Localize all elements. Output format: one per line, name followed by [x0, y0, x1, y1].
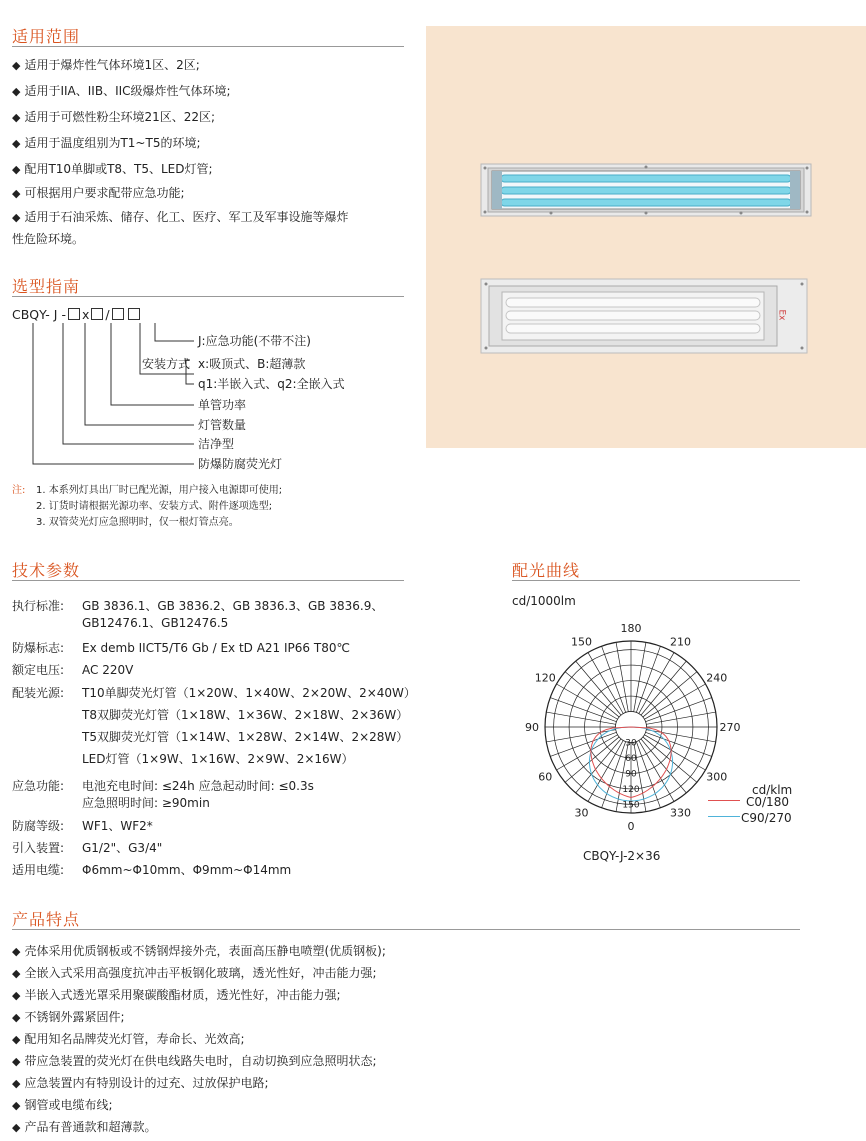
spec-value: T5双脚荧光灯管（1×14W、1×28W、2×14W、2×28W） [82, 730, 409, 744]
spec-label: 额定电压: [12, 663, 65, 677]
polar-angle-label: 60 [538, 770, 553, 784]
specs-title: 技术参数 [12, 561, 81, 580]
spec-value: LED灯管（1×9W、1×16W、2×9W、2×16W） [82, 752, 354, 766]
model-code: CBQY- J - x / [12, 307, 142, 323]
spec-label: 防腐等级: [12, 819, 65, 833]
polar-angle-label: 30 [574, 806, 589, 820]
spec-label: 引入装置: [12, 841, 65, 855]
spec-value: T8双脚荧光灯管（1×18W、1×36W、2×18W、2×36W） [82, 708, 409, 722]
scope-item: ◆ 适用于爆炸性气体环境1区、2区; [12, 58, 200, 72]
polar-spoke [646, 698, 712, 722]
feature-item: ◆ 不锈钢外露紧固件; [12, 1010, 125, 1024]
polar-spoke [636, 646, 660, 712]
feature-item: ◆ 带应急装置的荧光灯在供电线路失电时，自动切换到应急照明状态; [12, 1054, 377, 1068]
feature-item: ◆ 壳体采用优质钢板或不锈钢焊接外壳，表面高压静电喷塑(优质钢板); [12, 944, 386, 958]
scope-item: ◆ 可根据用户要求配带应急功能; [12, 186, 185, 200]
polar-angle-label: 120 [534, 671, 556, 685]
spec-value: WF1、WF2* [82, 819, 153, 833]
feature-item: ◆ 全嵌入式采用高强度抗冲击平板钢化玻璃，透光性好，冲击能力强; [12, 966, 377, 980]
legend-swatch-c90 [708, 816, 740, 817]
legend-label: C90/270 [741, 811, 792, 825]
polar-spoke [646, 730, 715, 742]
legend-swatch-c0 [708, 800, 740, 801]
polar-caption: CBQY-J-2×36 [583, 849, 661, 863]
scope-item: ◆ 适用于石油采炼、储存、化工、医疗、军工及军事设施等爆炸 [12, 210, 349, 224]
label-lamp: 防爆防腐荧光灯 [198, 457, 283, 471]
polar-spoke [550, 698, 616, 722]
spec-value: Ex demb IICT5/T6 Gb / Ex tD A21 IP66 T80℃ [82, 641, 350, 655]
feature-item: ◆ 半嵌入式透光罩采用聚碳酸酯材质，透光性好，冲击能力强; [12, 988, 341, 1002]
model-title: 选型指南 [12, 277, 81, 296]
polar-spoke [546, 730, 615, 742]
feature-item: ◆ 产品有普通款和超薄款。 [12, 1120, 157, 1134]
scope-item: ◆ 适用于IIA、IIB、IIC级爆炸性气体环境; [12, 84, 231, 98]
polar-spoke [646, 712, 715, 724]
fixture-illustration [426, 26, 866, 448]
scope-item-continuation: 性危险环境。 [12, 232, 85, 246]
label-power: 单管功率 [198, 398, 247, 412]
spec-value: 应急照明时间: ≥90min [82, 796, 210, 810]
specs-divider [12, 580, 404, 581]
label-clean: 洁净型 [198, 437, 235, 451]
polar-radial-label: 150 [622, 800, 640, 811]
scope-item: ◆ 适用于温度组别为T1~T5的环境; [12, 136, 201, 150]
spec-value: 电池充电时间: ≤24h 应急起动时间: ≤0.3s [82, 779, 314, 793]
spec-value: AC 220V [82, 663, 134, 677]
label-emergency: J:应急功能(不带不注) [198, 334, 311, 348]
polar-spoke [616, 642, 628, 711]
polar-angle-label: 90 [525, 721, 539, 734]
polar-radial-label: 90 [625, 769, 637, 780]
polar-angle-label: 150 [571, 635, 592, 649]
spec-label: 应急功能: [12, 779, 65, 793]
spec-value: Φ6mm~Φ10mm、Φ9mm~Φ14mm [82, 863, 292, 877]
polar-angle-label: 270 [719, 721, 741, 734]
polar-spoke [634, 642, 646, 711]
polar-spoke [602, 646, 626, 712]
legend-label: C0/180 [746, 795, 789, 809]
spec-value: T10单脚荧光灯管（1×20W、1×40W、2×20W、2×40W） [82, 686, 416, 700]
label-install-x: x:吸顶式、B:超薄款 [198, 357, 306, 371]
polar-spoke [550, 732, 616, 756]
polar-angle-label: 0 [627, 820, 635, 833]
spec-label: 配装光源: [12, 686, 65, 700]
note-label: 注: [12, 485, 26, 496]
note-line: 3. 双管荧光灯应急照明时，仅一根灯管点亮。 [36, 517, 239, 528]
polar-radial-label: 60 [625, 753, 637, 764]
scope-item: ◆ 适用于可燃性粉尘环境21区、22区; [12, 110, 216, 124]
polar-title: 配光曲线 [512, 561, 581, 580]
spec-label: 防爆标志: [12, 641, 65, 655]
spec-label: 适用电缆: [12, 863, 65, 877]
features-title: 产品特点 [12, 910, 81, 929]
polar-spoke [546, 712, 615, 724]
polar-angle-label: 180 [620, 622, 642, 635]
note-line: 2. 订货时请根据光源功率、安装方式、附件逐项选型; [36, 501, 273, 512]
spec-value: GB12476.1、GB12476.5 [82, 616, 229, 630]
label-install-q: q1:半嵌入式、q2:全嵌入式 [198, 377, 345, 391]
spec-value: GB 3836.1、GB 3836.2、GB 3836.3、GB 3836.9、 [82, 599, 384, 613]
features-divider [12, 929, 800, 930]
polar-diagram [500, 615, 810, 875]
polar-spoke [646, 732, 712, 756]
spec-value: G1/2"、G3/4" [82, 841, 163, 855]
feature-item: ◆ 配用知名品牌荧光灯管，寿命长、光效高; [12, 1032, 245, 1046]
polar-angle-label: 240 [706, 671, 728, 685]
polar-spoke [602, 742, 626, 808]
polar-radial-label: 30 [625, 738, 637, 749]
polar-spoke [636, 742, 660, 808]
label-install: 安装方式 [142, 357, 191, 371]
polar-legend-title: cd/klm [752, 783, 793, 797]
scope-title: 适用范围 [12, 27, 81, 46]
spec-label: 执行标准: [12, 599, 65, 613]
ex-mark: Ex [776, 309, 787, 321]
note-line: 1. 本系列灯具出厂时已配光源，用户接入电源即可使用; [36, 485, 283, 496]
label-count: 灯管数量 [198, 418, 247, 432]
polar-radial-label: 120 [622, 784, 640, 795]
polar-unit: cd/1000lm [512, 594, 576, 608]
polar-angle-label: 300 [706, 770, 728, 784]
feature-item: ◆ 钢管或电缆布线; [12, 1098, 113, 1112]
polar-angle-label: 210 [670, 635, 691, 649]
product-photo-panel [426, 26, 866, 448]
scope-item: ◆ 配用T10单脚或T8、T5、LED灯管; [12, 162, 213, 176]
polar-angle-label: 330 [670, 806, 691, 820]
polar-divider [512, 580, 800, 581]
feature-item: ◆ 应急装置内有特别设计的过充、过放保护电路; [12, 1076, 269, 1090]
